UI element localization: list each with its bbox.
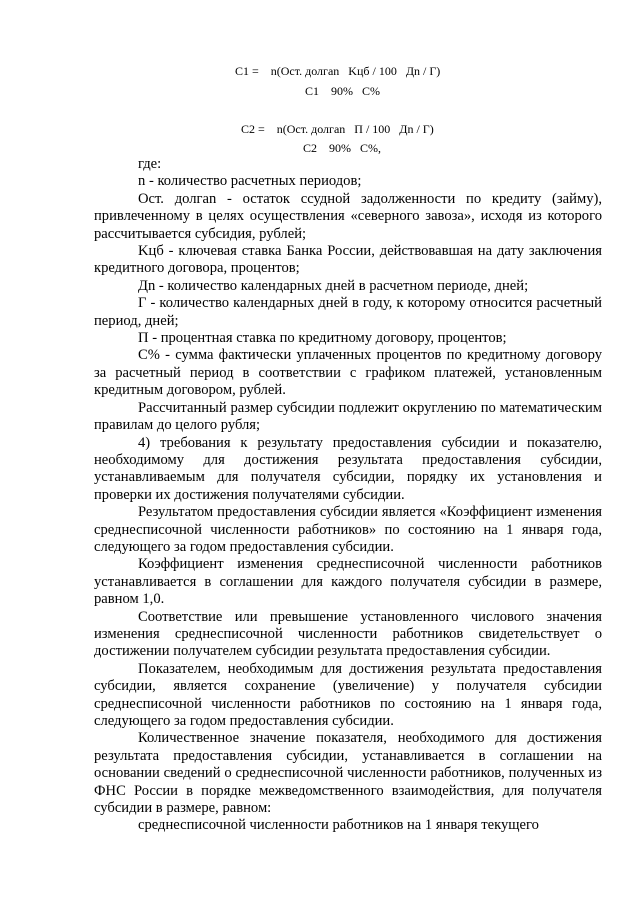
paragraph: Kцб - ключевая ставка Банка России, действовавшая на дату заключения кредитного договора, процентов; xyxy=(94,243,602,277)
formula-c2-line1: C2 = n(Ост. долгan П / 100 Дn / Г) xyxy=(241,122,434,136)
paragraph: среднесписочной численности работников на 1 января текущего xyxy=(138,817,539,834)
paragraph: Рассчитанный размер субсидии подлежит округлению по математическим правилам до целого рубля; xyxy=(94,399,602,434)
paragraph: Показателем, необходимым для достижения результата предоставления субсидии, является сохранение (увеличение) у получателя субсидии среднесписочной численности работников по состоянию на 1 января года, следующего за годом предоставления субсидии. xyxy=(94,660,602,729)
paragraph: n - количество расчетных периодов; xyxy=(138,173,362,190)
formula-c1-line2: C1 90% C% xyxy=(305,84,380,98)
formula-c2-line2: C2 90% C%, xyxy=(303,141,381,155)
paragraph: Ост. долгan - остаток ссудной задолженности по кредиту (займу), привлеченному в целях осуществления «северного завоза», исходя из которого рассчитывается субсидия, рублей; xyxy=(94,190,602,242)
paragraph: Соответствие или превышение установленного числового значения изменения среднесписочной численности работников свидетельствует о достижении получателем субсидии результата предоставления субсидии. xyxy=(94,608,602,660)
paragraph: C% - сумма фактически уплаченных процентов по кредитному договору за расчетный период в соответствии с графиком платежей, установленным кредитным договором, рублей. xyxy=(94,347,602,399)
paragraph: Дn - количество календарных дней в расчетном периоде, дней; xyxy=(138,277,529,294)
paragraph: Коэффициент изменения среднесписочной численности работников устанавливается в соглашении для каждого получателя субсидии в размере, равном 1,0. xyxy=(94,556,602,608)
paragraph: где: xyxy=(138,156,162,172)
paragraph: Г - количество календарных дней в году, к которому относится расчетный период, дней; xyxy=(94,295,602,329)
body-text xyxy=(94,156,602,835)
paragraph: 4) требования к результату предоставления субсидии и показателю, необходимому для достижения результата предоставления субсидии, устанавливаемым для получателя субсидии, порядку их установления и проверки их достижения получателями субсидии. xyxy=(94,434,602,503)
paragraph: П - процентная ставка по кредитному договору, процентов; xyxy=(138,330,507,347)
paragraph: Результатом предоставления субсидии является «Коэффициент изменения среднесписочной численности работников» по состоянию на 1 января года, следующего за годом предоставления субсидии. xyxy=(94,504,602,555)
formula-c1-line1: C1 = n(Ост. долгan Kцб / 100 Дn / Г) xyxy=(235,64,441,78)
paragraph: Количественное значение показателя, необходимого для достижения результата предоставления субсидии, устанавливается в соглашении на основании сведений о среднесписочной численности работников, полученных из ФНС России в порядке межведомственного взаимодействия, для получателя субсидии в размере, равном: xyxy=(94,730,602,817)
